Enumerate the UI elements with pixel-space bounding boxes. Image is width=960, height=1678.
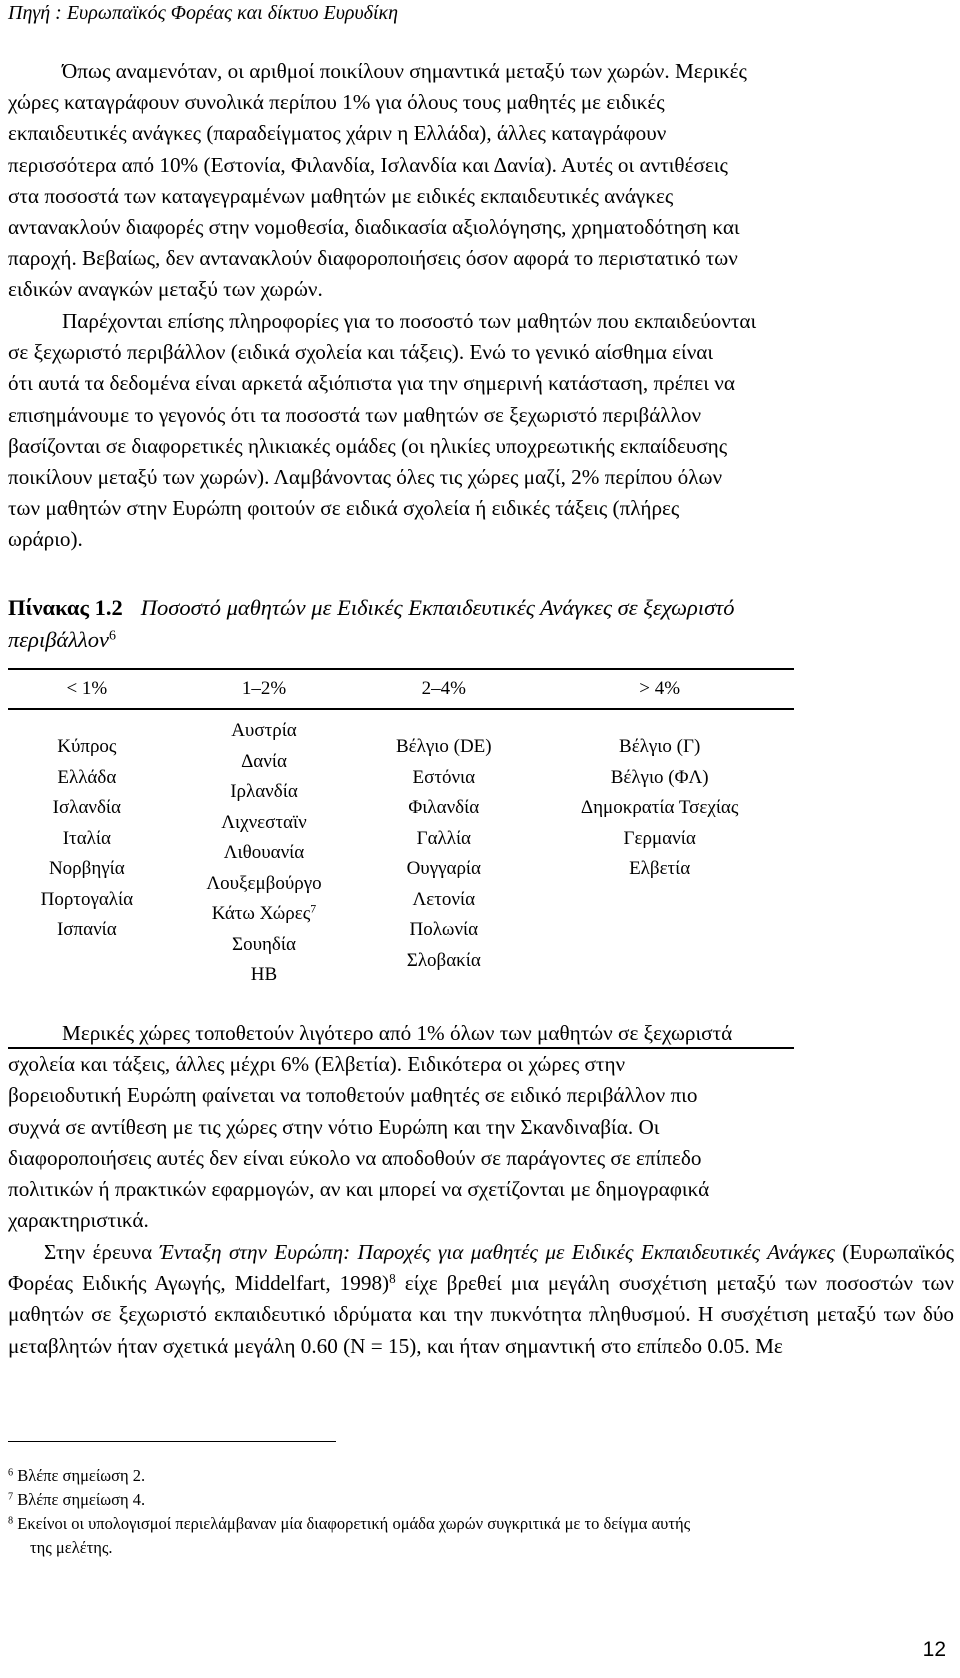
footnote-number: 8	[8, 1515, 14, 1527]
country-with-note	[166, 899, 363, 930]
text-line: εκπαιδευτικές ανάγκες (παραδείγματος χάριν η Ελλάδα), άλλες καταγράφουν	[8, 121, 667, 146]
text-line: σχολεία και τάξεις, άλλες μέχρι 6% (Ελβετία). Ειδικότερα οι χώρες στην	[8, 1052, 626, 1077]
footnote-ref: 6	[108, 628, 116, 644]
country: Εστόνια	[412, 766, 476, 788]
text-line: χώρες καταγράφουν συνολικά περίπου 1% για όλους τους μαθητές με ειδικές	[8, 90, 665, 115]
header-1-2: 1–2%	[166, 669, 363, 709]
country: Ισπανία	[56, 919, 117, 940]
source-note: Πηγή : Ευρωπαϊκός Φορέας και δίκτυο Ευρυδίκη	[8, 2, 399, 24]
survey-source: (Ευρωπαϊκός Φορέας Ειδικής Αγωγής, Middelfart, 1998)	[8, 1240, 954, 1296]
footnote-text-cont: της μελέτης.	[30, 1538, 113, 1557]
country: Σουηδία	[232, 933, 296, 955]
country: Ιταλία	[62, 827, 111, 849]
footnote-ref: 7	[310, 902, 317, 916]
country: Λιχνεσταϊν	[221, 811, 307, 833]
footnote-text: Βλέπε σημείωση 2.	[17, 1466, 146, 1485]
paragraph-4	[8, 1237, 954, 1362]
table-caption	[8, 592, 954, 656]
footnote-8	[8, 1512, 954, 1560]
text-line: συχνά σε αντίθεση με τις χώρες στην νότιο Ευρώπη και την Σκανδιναβία. Οι	[8, 1114, 660, 1139]
paragraph-1	[8, 56, 954, 306]
text-line: βασίζονται σε διαφορετικές ηλικιακές ομάδες (οι ηλικίες υποχρεωτικής εκπαίδευσης	[8, 433, 728, 458]
header-2-4: 2–4%	[362, 669, 525, 709]
text-line: Όπως αναμενόταν, οι αριθμοί ποικίλουν σημαντικά μεταξύ των χωρών. Μερικές	[62, 59, 747, 83]
header-lt1: < 1%	[8, 669, 166, 709]
country: Σλοβακία	[406, 949, 481, 971]
table-title: Ποσοστό μαθητών με Ειδικές Εκπαιδευτικές Ανάγκες σε ξεχωριστό	[140, 595, 735, 620]
country: Νορβηγία	[48, 858, 125, 879]
paragraph-rest: είχε βρεθεί μια μεγάλη συσχέτιση μεταξύ των ποσοστών των μαθητών σε ξεχωριστό εκπαιδευτικό ιδρύματα και την πυκνότητα πληθυσμού. Η συσχέτιση μεταξύ των δύο μεταβλητών ήταν σχετικά μεγάλη 0.60 (Ν = 15), και ήταν σημαντική στο επίπεδο 0.05. Με	[8, 1271, 954, 1358]
country: Γαλλία	[416, 827, 472, 849]
footnote-7	[8, 1488, 954, 1512]
text-line: ότι αυτά τα δεδομένα είναι αρκετά αξιόπιστα για την σημερινή κατάσταση, πρέπει να	[8, 371, 735, 396]
country: Κάτω Χώρες	[211, 903, 311, 924]
column-2-4	[362, 709, 525, 1048]
table-title-cont: περιβάλλον	[8, 627, 109, 652]
footnote-divider	[8, 1441, 336, 1442]
country: Ελλάδα	[57, 766, 117, 788]
text-line: των μαθητών στην Ευρώπη φοιτούν σε ειδικά σχολεία ή ειδικές τάξεις (πλήρες	[8, 496, 680, 521]
country: Πορτογαλία	[40, 888, 134, 910]
text-line: διαφοροποιήσεις αυτές δεν είναι εύκολο να αποδοθούν σε παράγοντες σε επίπεδο	[8, 1145, 702, 1170]
footnote-number: 6	[8, 1467, 14, 1479]
text-line: Παρέχονται επίσης πληροφορίες για το ποσοστό των μαθητών που εκπαιδεύονται	[62, 309, 757, 333]
footnote-text: Βλέπε σημείωση 4.	[17, 1490, 146, 1509]
table-label: Πίνακας 1.2	[8, 595, 123, 620]
country: Πολωνία	[409, 919, 479, 940]
country: Ελβετία	[629, 858, 691, 879]
placement-table	[8, 668, 794, 1049]
text-line: στα ποσοστά των καταγεγραμένων μαθητών με ειδικές εκπαιδευτικές ανάγκες	[8, 183, 674, 208]
footnote-6	[8, 1464, 954, 1488]
text-line: ωράριο).	[8, 527, 83, 552]
country: Ουγγαρία	[406, 858, 482, 879]
country: Βέλγιο (Γ)	[619, 736, 701, 757]
paragraph-lead: Στην έρευνα	[44, 1240, 160, 1264]
column-lt1	[8, 709, 166, 1048]
country: Φιλανδία	[408, 797, 480, 818]
country: Λουξεμβούργο	[206, 872, 322, 894]
text-line: Μερικές χώρες τοποθετούν λιγότερο από 1% όλων των μαθητών σε ξεχωριστά	[62, 1021, 733, 1045]
footnote-ref: 8	[389, 1270, 396, 1286]
country: Βέλγιο (ΦΛ)	[610, 766, 709, 788]
text-line: ποικίλουν μεταξύ των χωρών). Λαμβάνοντας όλες τις χώρες μαζί, 2% περίπου όλων	[8, 465, 723, 490]
footnote-number: 7	[8, 1491, 14, 1503]
country: Δημοκρατία Τσεχίας	[580, 797, 739, 818]
page-number: 12	[922, 1638, 946, 1661]
text-line: βορειοδυτική Ευρώπη φαίνεται να τοποθετούν μαθητές σε ειδικό περιβάλλον πιο	[8, 1083, 698, 1108]
country: Βέλγιο (DE)	[396, 736, 492, 757]
text-line: πολιτικών ή πρακτικών εφαρμογών, αν και μπορεί να σχετίζονται με δημογραφικά	[8, 1177, 710, 1202]
survey-title: Ένταξη στην Ευρώπη: Παροχές για μαθητές με Ειδικές Εκπαιδευτικές Ανάγκες	[159, 1240, 835, 1264]
header-gt4: > 4%	[525, 669, 794, 709]
text-line: παροχή. Βεβαίως, δεν αντανακλούν διαφοροποιήσεις όσον αφορά το περιστατικό των	[8, 246, 738, 271]
table-row	[8, 709, 794, 1048]
text-line: επισημάνουμε το γεγονός ότι τα ποσοστά των μαθητών σε ξεχωριστό περιβάλλον	[8, 402, 702, 427]
text-line: χαρακτηριστικά.	[8, 1208, 149, 1233]
country: Γερμανία	[623, 827, 696, 849]
paragraph-3	[8, 1018, 954, 1236]
country: Δανία	[241, 750, 287, 772]
country: Ιρλανδία	[230, 781, 298, 802]
text-line: ειδικών αναγκών μεταξύ των χωρών.	[8, 277, 323, 302]
table-header-row	[8, 669, 794, 709]
country: Λιθουανία	[223, 842, 305, 863]
country: Κύπρος	[57, 736, 117, 757]
footnote-text: Εκείνοι οι υπολογισμοί περιελάμβαναν μία διαφορετική ομάδα χωρών συγκριτικά με το δείγμα αυτής	[17, 1514, 691, 1533]
text-line: περισσότερα από 10% (Εστονία, Φιλανδία, Ισλανδία και Δανία). Αυτές οι αντιθέσεις	[8, 152, 728, 177]
country: Αυστρία	[231, 720, 297, 741]
column-1-2	[166, 709, 363, 1048]
country: Λετονία	[412, 888, 476, 910]
text-line: αντανακλούν διαφορές στην νομοθεσία, διαδικασία αξιολόγησης, χρηματοδότηση και	[8, 215, 740, 240]
country: Ισλανδία	[52, 797, 122, 818]
country: ΗΒ	[250, 964, 278, 985]
paragraph-2	[8, 306, 954, 556]
column-gt4	[525, 709, 794, 1048]
text-line: σε ξεχωριστό περιβάλλον (ειδικά σχολεία και τάξεις). Ενώ το γενικό αίσθημα είναι	[8, 340, 714, 365]
